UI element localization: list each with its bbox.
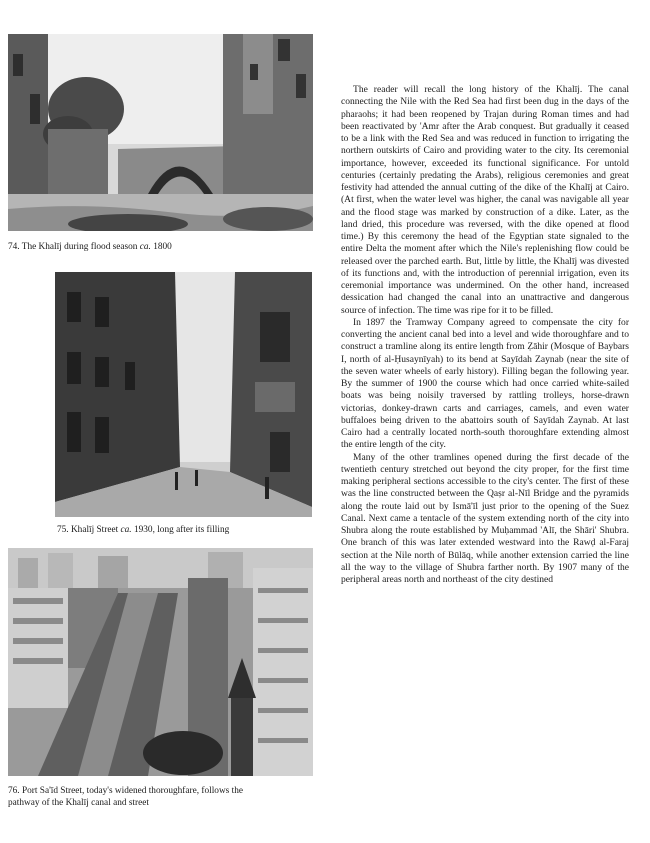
figure-caption-74 <box>8 241 172 253</box>
figure-caption-75 <box>57 524 229 536</box>
caption-circa: ca. <box>139 242 151 252</box>
port-said-street-photograph <box>8 548 313 776</box>
khalij-street-photograph <box>55 272 312 517</box>
caption-text: Khalīj Street <box>70 525 119 535</box>
caption-number: 76. <box>8 786 20 796</box>
body-paragraph: Many of the other tramlines opened during the first decade of the twentieth century stretched out beyond the city proper, for the first time making peripheral sections accessible to the city's center. The first of these was the line constructed between the Qaṣr al-Nīl Bridge and the pyramids along the route laid out by Ismā'īl just prior to the opening of the Suez Canal. Next came a tentacle of the system extending north of the city into Shubra along the route established by Muḥammad 'Alī, the Shāri' Shubra. One branch of this was later extended westward into the Rawḍ al-Faraj section at the Nile north of Būlāq, while another extension carried the line all the way to the village of Shubra farther north. By 1907 many of the peripheral areas north and northeast of the city destined <box>341 451 629 585</box>
caption-number: 74. <box>8 242 20 252</box>
body-paragraph: In 1897 the Tramway Company agreed to compensate the city for converting the ancient canal bed into a level and wide thoroughfare and to construct a tramline along its entire length from Ẓāhir (Mosque of Baybars I, north of al-Ḥusaynīyah) to its bend at Sayīdah Zaynab (near the site of the seven water wheels of early history). Filling began the following year. By the summer of 1900 the course which had once carried white-sailed boats was being noisily traversed by rattling trolleys, horse-drawn victorias, donkey-drawn carts and carriages, camels, and even water buffaloes being driven to the abattoirs south of Sayīdah Zaynab. At last Cairo had a centrally located north-south thoroughfare extending almost the entire length of the city. <box>341 316 629 451</box>
figure-khalij-street-photo <box>55 272 312 517</box>
caption-circa: ca. <box>120 525 132 535</box>
figure-khalij-flood-engraving <box>8 34 313 231</box>
caption-number: 75. <box>57 525 69 535</box>
caption-year: 1800 <box>153 242 172 252</box>
figure-caption-76 <box>8 785 243 809</box>
body-paragraph: The reader will recall the long history of the Khalīj. The canal connecting the Nile with the Red Sea had first been dug in the days of the pharaohs; it had been reopened by Trajan during Roman times and had been reactivated by 'Amr after the Arab conquest. But gradually it ceased to be a link with the Red Sea and was reduced in function to irrigating the northern outskirts of Cairo and providing water to the city. Its ceremonial importance, however, exceeded its functional significance. For untold centuries (certainly predating the Arabs), religious ceremonies and great festivity had attended the annual cutting of the dike of the Khalīj at Cairo. (At first, when the water level was higher, the canal was navigable all year and the flood stage was marked by construction of a dike. Later, as the land dried, this procedure was reversed, with the dike opened at flood time.) By this ceremony the head of the Egyptian state signaled to the entire Delta the moment after which the Nile's replenishing flow could be released over the parched earth. But, little by little, the Khalīj was divested of its functions and, with the introduction of perennial irrigation, even its ceremonial importance was undermined. On the other hand, increased dessication had changed the canal into an unattractive and dangerous source of infection. The time was ripe for it to be filled. <box>341 84 629 316</box>
caption-text-line1: Port Sa'īd Street, today's widened thoroughfare, follows the <box>21 786 243 796</box>
body-text-column <box>341 84 629 586</box>
figure-port-said-street-photo <box>8 548 313 776</box>
caption-text-line2: pathway of the Khalīj canal and street <box>8 798 149 808</box>
caption-text: The Khalīj during flood season <box>21 242 138 252</box>
khalij-bridge-illustration <box>8 34 313 231</box>
caption-year: 1930, long after its filling <box>133 525 230 535</box>
